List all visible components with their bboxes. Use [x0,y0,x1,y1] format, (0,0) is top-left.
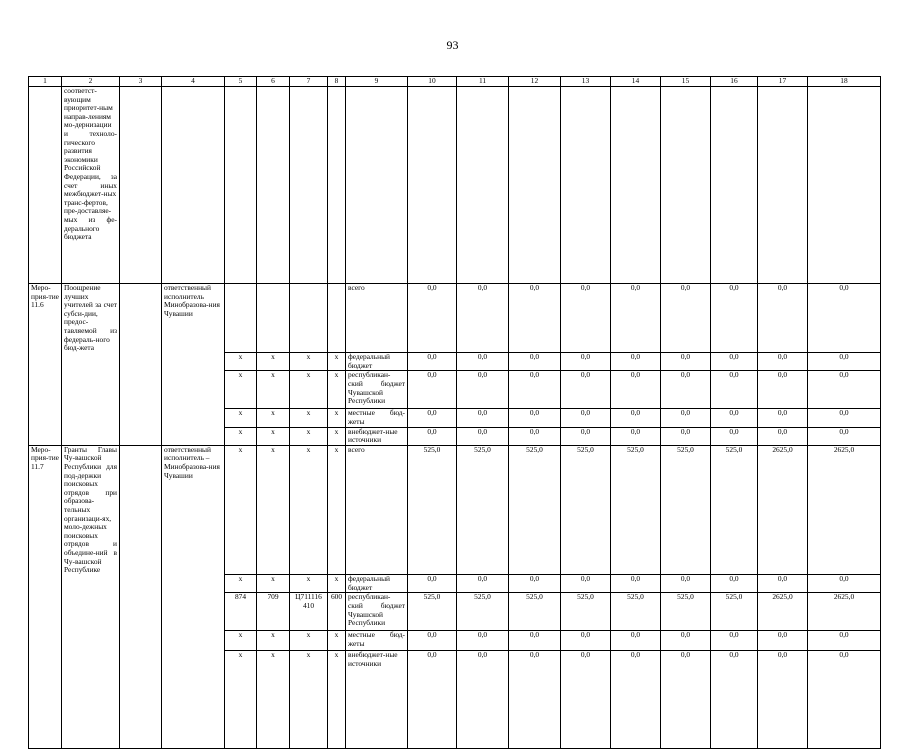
continuation-row [29,87,881,284]
executor [162,575,225,593]
code-cell: x [328,427,346,445]
empty-cell [120,353,162,371]
value-cell: 0,0 [758,575,808,593]
executor [162,427,225,445]
code-cell: x [290,651,328,749]
code-cell: x [225,445,257,574]
value-cell: 0,0 [457,651,509,749]
header-cell: 1 [29,77,62,87]
code-cell: x [225,631,257,651]
value-cell: 525,0 [661,593,711,631]
value-cell: 0,0 [457,409,509,427]
value-cell: 0,0 [509,651,561,749]
value-cell: 0,0 [408,284,457,353]
header-cell: 12 [509,77,561,87]
measure-name [62,631,120,651]
executor [162,631,225,651]
code-cell: x [257,371,290,409]
value-cell: 0,0 [561,427,611,445]
measure-name [62,371,120,409]
code-cell: x [257,575,290,593]
code-cell: x [328,371,346,409]
funding-row [29,409,881,427]
measure-name: Поощрение лучших учителей за счет субси-дии, предос-тавляемой из федераль-ного бюд-жета [62,284,120,353]
value-cell: 0,0 [561,353,611,371]
header-cell: 10 [408,77,457,87]
measure-code [29,409,62,427]
value-cell: 525,0 [509,445,561,574]
value-cell: 0,0 [758,353,808,371]
funding-source: всего [346,445,408,574]
executor [162,353,225,371]
code-cell: x [328,575,346,593]
value-cell: 0,0 [408,631,457,651]
executor [162,409,225,427]
funding-row [29,593,881,631]
header-cell: 9 [346,77,408,87]
funding-row [29,575,881,593]
value-cell: 0,0 [611,575,661,593]
funding-source: всего [346,284,408,353]
value-cell: 525,0 [408,593,457,631]
value-cell: 0,0 [611,371,661,409]
value-cell: 0,0 [808,631,881,651]
value-cell: 0,0 [711,427,758,445]
measure-code: Меро-прия-тие 11.6 [29,284,62,353]
empty-cell [120,445,162,574]
value-cell: 0,0 [457,371,509,409]
measure-code: Меро-прия-тие 11.7 [29,445,62,574]
value-cell: 0,0 [711,371,758,409]
header-cell: 2 [62,77,120,87]
value-cell: 0,0 [561,284,611,353]
code-cell [290,284,328,353]
code-cell: x [290,371,328,409]
value-cell: 0,0 [711,651,758,749]
funding-source: внебюджет-ные источники [346,427,408,445]
value-cell: 0,0 [509,575,561,593]
executor [162,651,225,749]
code-cell: x [225,371,257,409]
value-cell: 0,0 [408,353,457,371]
value-cell: 2625,0 [808,593,881,631]
value-cell: 0,0 [808,427,881,445]
value-cell: 0,0 [661,409,711,427]
header-cell: 11 [457,77,509,87]
code-cell [328,284,346,353]
funding-source: федеральный бюджет [346,353,408,371]
code-cell: x [257,651,290,749]
value-cell: 0,0 [758,651,808,749]
value-cell: 0,0 [661,575,711,593]
code-cell: x [328,631,346,651]
value-cell: 0,0 [561,371,611,409]
measure-code [29,353,62,371]
value-cell: 0,0 [611,284,661,353]
header-cell: 17 [758,77,808,87]
value-cell: 0,0 [758,409,808,427]
value-cell: 0,0 [808,284,881,353]
funding-row [29,371,881,409]
value-cell: 0,0 [661,427,711,445]
header-cell: 4 [162,77,225,87]
value-cell: 525,0 [457,445,509,574]
value-cell: 0,0 [457,575,509,593]
value-cell: 0,0 [661,353,711,371]
funding-row [29,651,881,749]
funding-source: республикан-ский бюджет Чувашской Республики [346,593,408,631]
measure-code [29,575,62,593]
value-cell: 525,0 [561,593,611,631]
value-cell: 0,0 [661,631,711,651]
value-cell: 0,0 [711,575,758,593]
header-cell: 3 [120,77,162,87]
value-cell: 0,0 [611,651,661,749]
value-cell: 0,0 [611,409,661,427]
value-cell: 0,0 [808,575,881,593]
value-cell: 0,0 [808,409,881,427]
value-cell: 0,0 [509,427,561,445]
funding-source: местные бюд-жеты [346,631,408,651]
continuation-text: соответст-вующим приоритет-ным направ-лениям мо-дернизации и техноло-гического развития экономики Российской Федерации, за счет иных межбюджет-ных транс-фертов, пре-доставляе-мых из фе-дерального бюджета [62,87,120,284]
code-cell: 874 [225,593,257,631]
measure-name [62,409,120,427]
code-cell: x [328,445,346,574]
budget-table [28,76,881,749]
value-cell: 0,0 [509,353,561,371]
value-cell: 0,0 [509,284,561,353]
value-cell: 525,0 [408,445,457,574]
code-cell: x [225,427,257,445]
header-cell: 13 [561,77,611,87]
code-cell: x [328,353,346,371]
funding-row [29,631,881,651]
page-number: 93 [446,38,459,52]
measure-code [29,593,62,631]
code-cell: x [290,427,328,445]
measure-code [29,371,62,409]
value-cell: 0,0 [661,651,711,749]
code-cell: x [290,353,328,371]
header-cell: 6 [257,77,290,87]
header-cell: 8 [328,77,346,87]
value-cell: 0,0 [561,575,611,593]
value-cell: 0,0 [509,371,561,409]
value-cell: 0,0 [808,353,881,371]
measure-code [29,427,62,445]
code-cell: x [290,409,328,427]
value-cell: 2625,0 [808,445,881,574]
measure-name [62,575,120,593]
funding-row [29,284,881,353]
measure-name [62,427,120,445]
value-cell: 0,0 [457,353,509,371]
value-cell: 0,0 [457,427,509,445]
value-cell: 0,0 [457,284,509,353]
value-cell: 0,0 [758,631,808,651]
value-cell: 0,0 [561,651,611,749]
value-cell: 0,0 [408,371,457,409]
value-cell: 0,0 [561,631,611,651]
value-cell: 0,0 [711,284,758,353]
funding-source: федеральный бюджет [346,575,408,593]
measure-11-7 [29,445,881,749]
code-cell: x [257,445,290,574]
value-cell: 0,0 [611,353,661,371]
value-cell: 525,0 [561,445,611,574]
code-cell: 600 [328,593,346,631]
measure-name: Гранты Главы Чу-вашской Республики для под-держки поисковых отрядов при образова-тельных организаци-ях, моло-дежных поисковых отрядов и объедине-ний в Чу-вашской Республике [62,445,120,574]
code-cell: x [328,651,346,749]
empty-cell [120,371,162,409]
value-cell: 525,0 [611,445,661,574]
value-cell: 0,0 [509,409,561,427]
measure-11-6 [29,284,881,446]
funding-row [29,445,881,574]
code-cell: 709 [257,593,290,631]
value-cell: 0,0 [408,427,457,445]
measure-name [62,353,120,371]
value-cell: 0,0 [711,353,758,371]
funding-source: республикан-ский бюджет Чувашской Республики [346,371,408,409]
code-cell: x [290,445,328,574]
value-cell: 0,0 [408,651,457,749]
value-cell: 0,0 [561,409,611,427]
code-cell: x [290,575,328,593]
empty-cell [120,631,162,651]
value-cell: 0,0 [808,651,881,749]
value-cell: 525,0 [661,445,711,574]
header-cell: 7 [290,77,328,87]
header-cell: 14 [611,77,661,87]
value-cell: 0,0 [758,284,808,353]
code-cell: x [225,575,257,593]
executor: ответственный исполнитель Минобразова-ния Чувашии [162,284,225,353]
value-cell: 0,0 [408,575,457,593]
code-cell [257,284,290,353]
empty-cell [120,284,162,353]
code-cell: x [225,651,257,749]
value-cell: 0,0 [611,427,661,445]
header-cell: 16 [711,77,758,87]
funding-source: местные бюд-жеты [346,409,408,427]
value-cell: 0,0 [808,371,881,409]
value-cell: 525,0 [457,593,509,631]
header-cell: 18 [808,77,881,87]
value-cell: 0,0 [408,409,457,427]
header-cell: 5 [225,77,257,87]
code-cell: x [257,427,290,445]
executor: ответственный исполнитель – Минобразова-ния Чувашии [162,445,225,574]
code-cell: x [257,409,290,427]
value-cell: 525,0 [711,445,758,574]
value-cell: 0,0 [457,631,509,651]
code-cell: x [257,631,290,651]
value-cell: 0,0 [509,631,561,651]
code-cell: x [290,631,328,651]
empty-cell [120,651,162,749]
header-cell: 15 [661,77,711,87]
value-cell: 525,0 [711,593,758,631]
measure-code [29,651,62,749]
value-cell: 0,0 [711,409,758,427]
value-cell: 0,0 [661,284,711,353]
empty-cell [120,409,162,427]
value-cell: 0,0 [611,631,661,651]
empty-cell [120,593,162,631]
funding-row [29,427,881,445]
empty-cell [120,427,162,445]
value-cell: 0,0 [711,631,758,651]
value-cell: 0,0 [758,427,808,445]
code-cell: x [225,353,257,371]
value-cell: 2625,0 [758,445,808,574]
code-cell: Ц711116 410 [290,593,328,631]
value-cell: 2625,0 [758,593,808,631]
executor [162,371,225,409]
value-cell: 525,0 [509,593,561,631]
empty-cell [120,575,162,593]
code-cell: x [225,409,257,427]
code-cell: x [328,409,346,427]
code-cell: x [257,353,290,371]
funding-source: внебюджет-ные источники [346,651,408,749]
executor [162,593,225,631]
value-cell: 525,0 [611,593,661,631]
measure-name [62,593,120,631]
value-cell: 0,0 [661,371,711,409]
code-cell [225,284,257,353]
measure-code [29,631,62,651]
measure-name [62,651,120,749]
header-row [29,77,881,87]
funding-row [29,353,881,371]
value-cell: 0,0 [758,371,808,409]
